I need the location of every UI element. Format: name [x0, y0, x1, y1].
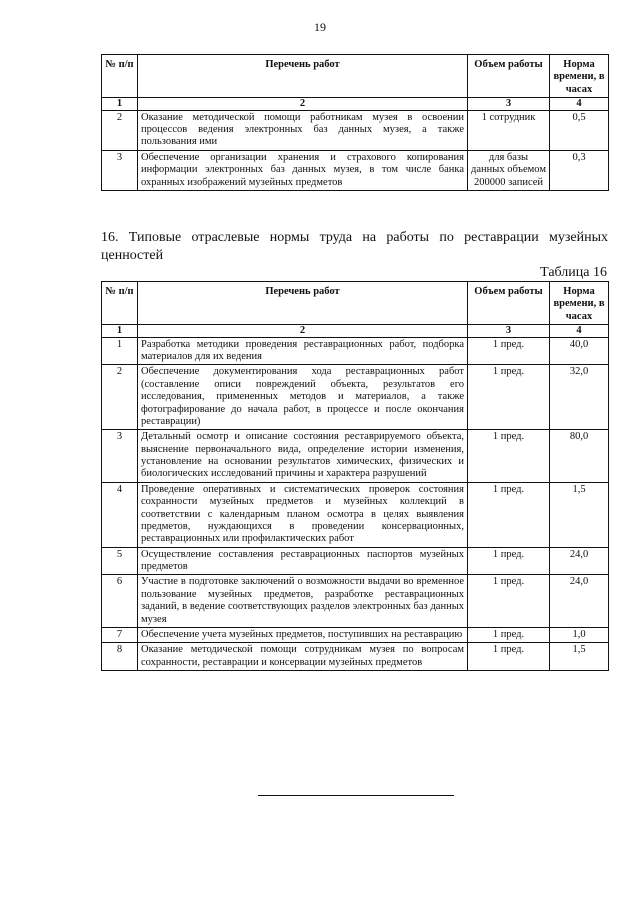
table-row — [102, 575, 609, 628]
header-volume: Объем работы — [468, 282, 550, 325]
work-volume: 1 сотрудник — [468, 110, 550, 150]
header-norm: Норма времени, в часах — [550, 55, 609, 98]
header-num: № п/п — [102, 282, 138, 325]
work-description: Детальный осмотр и описание состояния реставрируемого объекта, выяснение первоначального вида, определение истории изменения, установление на основании результатов химических, физических и биологических исследований причины и характера разрушений — [138, 430, 468, 483]
time-norm: 1,5 — [550, 643, 609, 671]
row-number: 3 — [102, 150, 138, 190]
row-number: 8 — [102, 643, 138, 671]
time-norm: 0,3 — [550, 150, 609, 190]
table-label: Таблица 16 — [540, 265, 607, 280]
row-number: 2 — [102, 110, 138, 150]
time-norm: 80,0 — [550, 430, 609, 483]
work-description: Разработка методики проведения реставрационных работ, подборка материалов для их ведения — [138, 337, 468, 365]
header-volume: Объем работы — [468, 55, 550, 98]
table-row — [102, 430, 609, 483]
header-norm: Норма времени, в часах — [550, 282, 609, 325]
work-volume: 1 пред. — [468, 337, 550, 365]
column-index: 3 — [468, 98, 550, 111]
row-number: 6 — [102, 575, 138, 628]
time-norm: 40,0 — [550, 337, 609, 365]
table-row — [102, 337, 609, 365]
work-description: Участие в подготовке заключений о возможности выдачи во временное пользование музейных предметов, разработке реставрационных заданий, в ведение соответствующих разделов электронных баз данных музея — [138, 575, 468, 628]
column-index-row — [102, 325, 609, 338]
table-row — [102, 643, 609, 671]
time-norm: 1,0 — [550, 627, 609, 642]
work-description: Проведение оперативных и систематических проверок состояния сохранности музейных предметов и музейных коллекций в соответствии с календарным планом осмотра в целях выявления предметов, нуждающихся в проведении консервационных, реставрационных или профилактических работ — [138, 482, 468, 547]
page-number: 19 — [314, 20, 326, 34]
work-description: Обеспечение организации хранения и страхового копирования информации электронных баз данных музея, в том числе банка охранных изображений музейных предметов — [138, 150, 468, 190]
time-norm: 1,5 — [550, 482, 609, 547]
work-description: Оказание методической помощи работникам музея в освоении процессов ведения электронных баз данных музея, а также пользования ими — [138, 110, 468, 150]
table-header-row — [102, 282, 609, 325]
work-description: Обеспечение документирования хода реставрационных работ (составление описи повреждений объекта, результатов его исследования, примененных методов и материалов, а также фотографирование до начала работ, в процессе и после окончания реставрации) — [138, 365, 468, 430]
work-volume: 1 пред. — [468, 365, 550, 430]
header-work: Перечень работ — [138, 282, 468, 325]
table-row — [102, 627, 609, 642]
header-work: Перечень работ — [138, 55, 468, 98]
work-description: Оказание методической помощи сотрудникам музея по вопросам сохранности, реставрации и консервации музейных предметов — [138, 643, 468, 671]
work-description: Обеспечение учета музейных предметов, поступивших на реставрацию — [138, 627, 468, 642]
work-volume: 1 пред. — [468, 575, 550, 628]
row-number: 5 — [102, 547, 138, 575]
table-header-row — [102, 55, 609, 98]
work-volume: 1 пред. — [468, 430, 550, 483]
work-norms-table-continued — [101, 54, 609, 191]
column-index-row — [102, 98, 609, 111]
row-number: 4 — [102, 482, 138, 547]
column-index: 2 — [138, 98, 468, 111]
time-norm: 0,5 — [550, 110, 609, 150]
work-volume: для базы данных объемом 200000 записей — [468, 150, 550, 190]
table-row — [102, 365, 609, 430]
row-number: 7 — [102, 627, 138, 642]
work-volume: 1 пред. — [468, 643, 550, 671]
restoration-norms-table — [101, 281, 609, 671]
row-number: 3 — [102, 430, 138, 483]
table-row — [102, 110, 609, 150]
work-description: Осуществление составления реставрационных паспортов музейных предметов — [138, 547, 468, 575]
column-index: 4 — [550, 325, 609, 338]
column-index: 2 — [138, 325, 468, 338]
time-norm: 24,0 — [550, 547, 609, 575]
row-number: 2 — [102, 365, 138, 430]
column-index: 1 — [102, 98, 138, 111]
time-norm: 24,0 — [550, 575, 609, 628]
work-volume: 1 пред. — [468, 627, 550, 642]
table-row — [102, 150, 609, 190]
footer-divider — [258, 795, 454, 796]
work-volume: 1 пред. — [468, 482, 550, 547]
table-row — [102, 482, 609, 547]
time-norm: 32,0 — [550, 365, 609, 430]
header-num: № п/п — [102, 55, 138, 98]
section-heading: 16. Типовые отраслевые нормы труда на работы по реставрации музейных ценностей — [101, 230, 608, 263]
table-row — [102, 547, 609, 575]
column-index: 3 — [468, 325, 550, 338]
work-volume: 1 пред. — [468, 547, 550, 575]
column-index: 4 — [550, 98, 609, 111]
column-index: 1 — [102, 325, 138, 338]
row-number: 1 — [102, 337, 138, 365]
